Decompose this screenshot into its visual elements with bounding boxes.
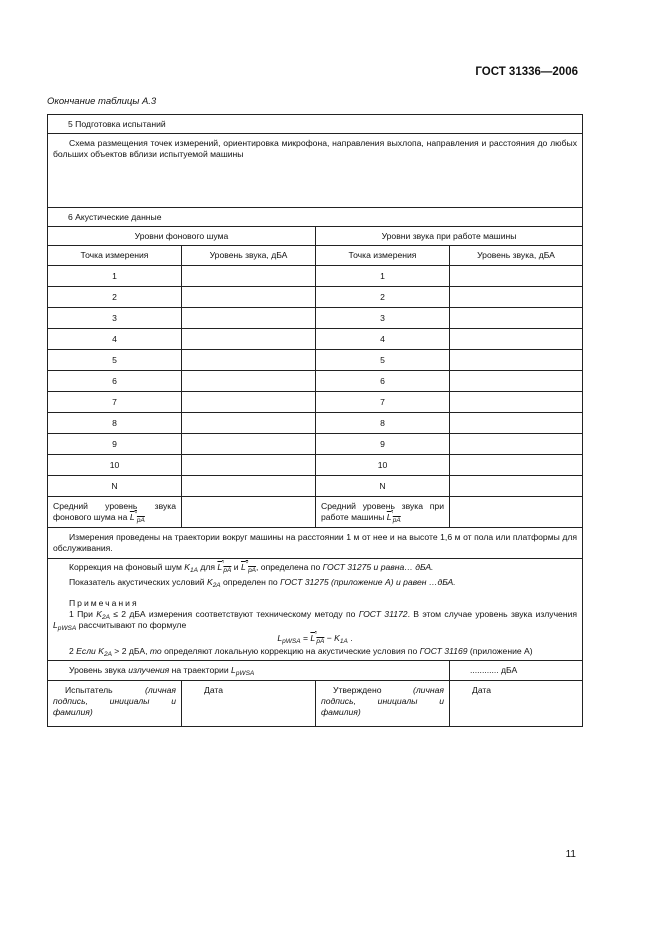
emission-level-label: Уровень звука излучения на траектории $L_{pWSA}$ (48, 661, 450, 681)
machine-level-cell[interactable] (450, 371, 583, 392)
notes-title: Примечания (69, 598, 139, 608)
point-number-left: 6 (48, 371, 182, 392)
approver-date[interactable]: Дата (450, 681, 583, 727)
note-1: 1 При $K_{2A} \le 2$ дБА измерения соответствуют техническому методу по ГОСТ 31172. В этом случае уровень звука излучения $L_{pWSA}$ рассчитывают по формуле (53, 609, 578, 632)
note-2: 2 Если $K_{2A} > 2$ дБА, то определяют локальную коррекцию на акустические условия по ГОСТ 31169 (приложение А) (69, 646, 533, 658)
machine-level-cell[interactable] (450, 350, 583, 371)
background-level-cell[interactable] (182, 455, 316, 476)
point-number-left: 5 (48, 350, 182, 371)
background-level-cell[interactable] (182, 392, 316, 413)
tester-signature[interactable]: Испытатель (личная подпись, инициалы и фамилия) (48, 681, 182, 727)
point-row (48, 434, 583, 455)
point-number-left: 10 (48, 455, 182, 476)
section5-title-row (48, 115, 583, 134)
point-number-left: N (48, 476, 182, 497)
point-row (48, 413, 583, 434)
point-number-right: 3 (316, 308, 450, 329)
section5-title: 5 Подготовка испытаний (48, 115, 583, 134)
point-number-left: 2 (48, 287, 182, 308)
background-level-cell[interactable] (182, 413, 316, 434)
background-level-cell[interactable] (182, 329, 316, 350)
machine-level-cell[interactable] (450, 308, 583, 329)
point-number-right: 8 (316, 413, 450, 434)
section5-body-row (48, 134, 583, 208)
point-number-right: N (316, 476, 450, 497)
point-number-left: 3 (48, 308, 182, 329)
group-header-row (48, 227, 583, 246)
col-point-right: Точка измерения (316, 246, 450, 266)
table-continuation-caption: Окончание таблицы А.3 (47, 96, 157, 107)
background-correction-text: Коррекция на фоновый шум $K_{1A}$ для $L'_{pA}$ и $L''_{pA}$, определена по ГОСТ 31275 и равна… дБА. (69, 561, 434, 574)
point-number-left: 4 (48, 329, 182, 350)
measurement-points (48, 266, 583, 497)
col-point-left: Точка измерения (48, 246, 182, 266)
section5-text: Схема размещения точек измерений, ориентировка микрофона, направления выхлопа, направления и расстояния до любых больших объектов вблизи испытуемой машины (48, 134, 583, 208)
emission-level-row (48, 661, 583, 681)
section6-title-row (48, 208, 583, 227)
average-row (48, 497, 583, 528)
point-number-right: 5 (316, 350, 450, 371)
background-level-cell[interactable] (182, 287, 316, 308)
avg-machine-label: Средний уровень звука при работе машины $L'_{pA}$ (316, 497, 450, 528)
point-number-left: 9 (48, 434, 182, 455)
point-number-right: 9 (316, 434, 450, 455)
point-number-right: 1 (316, 266, 450, 287)
machine-level-cell[interactable] (450, 392, 583, 413)
point-row (48, 371, 583, 392)
machine-level-cell[interactable] (450, 287, 583, 308)
avg-background-label: Средний уровень звука фонового шума на $L''_{pA}$ (48, 497, 182, 528)
machine-level-cell[interactable] (450, 455, 583, 476)
point-row (48, 455, 583, 476)
emission-level-value[interactable]: ............ дБА (450, 661, 583, 681)
section6-title: 6 Акустические данные (48, 208, 583, 227)
point-number-right: 6 (316, 371, 450, 392)
corrections-and-notes (48, 559, 583, 661)
background-level-cell[interactable] (182, 476, 316, 497)
background-level-cell[interactable] (182, 434, 316, 455)
point-number-right: 10 (316, 455, 450, 476)
col-level-left: Уровень звука, дБА (182, 246, 316, 266)
standard-number: ГОСТ 31336—2006 (475, 66, 578, 78)
formula: $L_{pWSA} = L'_{pA} - K_{1A}$ . (277, 632, 353, 645)
point-row (48, 350, 583, 371)
avg-machine-value[interactable] (450, 497, 583, 528)
point-number-right: 2 (316, 287, 450, 308)
point-row (48, 287, 583, 308)
machine-level-cell[interactable] (450, 266, 583, 287)
background-level-cell[interactable] (182, 350, 316, 371)
acoustic-conditions-text: Показатель акустических условий $K_{2A}$ определен по ГОСТ 31275 (приложение А) и равен …дБА. (69, 577, 456, 589)
machine-noise-group-header: Уровни звука при работе машины (316, 227, 583, 246)
point-row (48, 266, 583, 287)
measurements-note: Измерения проведены на траектории вокруг машины на расстоянии 1 м от нее и на высоте 1,6 м от пола или платформы для обслуживания. (48, 528, 583, 559)
corrections-row (48, 559, 583, 661)
machine-level-cell[interactable] (450, 476, 583, 497)
page-number: 11 (565, 849, 576, 860)
machine-level-cell[interactable] (450, 329, 583, 350)
test-report-table (47, 114, 583, 727)
avg-background-value[interactable] (182, 497, 316, 528)
point-number-right: 4 (316, 329, 450, 350)
point-number-left: 8 (48, 413, 182, 434)
point-row (48, 329, 583, 350)
point-row (48, 392, 583, 413)
background-noise-group-header: Уровни фонового шума (48, 227, 316, 246)
point-row (48, 476, 583, 497)
col-level-right: Уровень звука, дБА (450, 246, 583, 266)
background-level-cell[interactable] (182, 371, 316, 392)
point-number-left: 1 (48, 266, 182, 287)
machine-level-cell[interactable] (450, 434, 583, 455)
point-number-right: 7 (316, 392, 450, 413)
machine-level-cell[interactable] (450, 413, 583, 434)
background-level-cell[interactable] (182, 266, 316, 287)
approver-signature[interactable]: Утверждено (личная подпись, инициалы и фамилия) (316, 681, 450, 727)
column-header-row (48, 246, 583, 266)
signatures-row (48, 681, 583, 727)
background-level-cell[interactable] (182, 308, 316, 329)
measurements-note-row (48, 528, 583, 559)
point-row (48, 308, 583, 329)
tester-date[interactable]: Дата (182, 681, 316, 727)
point-number-left: 7 (48, 392, 182, 413)
